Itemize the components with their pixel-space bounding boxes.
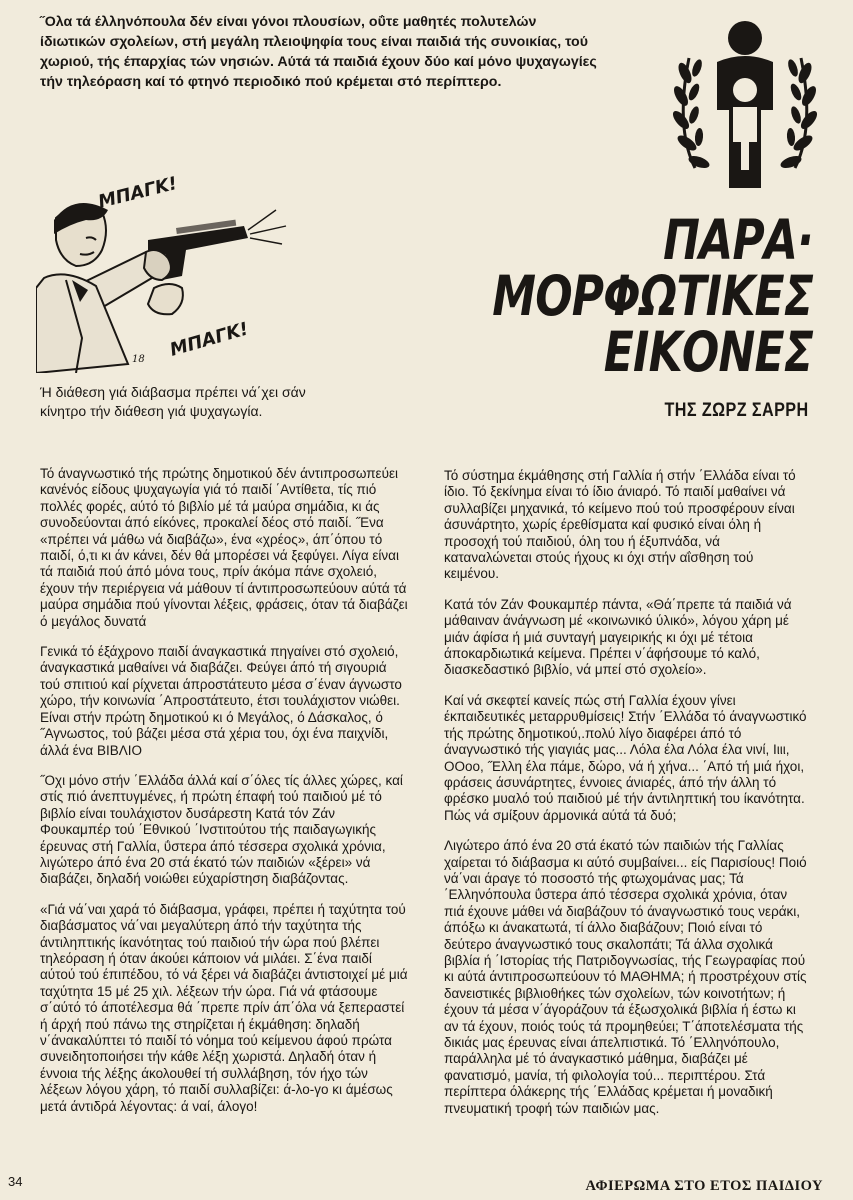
intro-paragraph: ˝Ολα τά έλληνόπουλα δέν είναι γόνοι πλουσίων, οΰτε μαθητές πολυτελών ίδιωτικών σχολείων, στή μεγάλη πλειοψηφία τους είναι παιδιά τής συνοικίας, τού χωριού, τής έπαρχίας τών νησιών. Αύτά τά παιδιά έχουν δύο καί μόνο ψυχαγωγίες τήν τηλεόραση καί τό φτηνό περιοδικό πού κρέμεται στό περίπτερο. bbox=[40, 14, 597, 90]
left-column bbox=[40, 466, 408, 1129]
comic-man-firing-pistol bbox=[36, 168, 306, 373]
title-line-1: ΠΑΡΑ· bbox=[663, 208, 813, 272]
body-paragraph: «Γιά νά΄ναι χαρά τό διάβασμα, γράφει, πρέπει ή ταχύτητα τού διαβάσματος νά΄ναι μεγαλύτερη άπό τήν ταχύτητα τής άντιληπτικής ίκανότητας τού παιδιού τήν ώρα πού βλέπει τηλεόραση ή όταν άκούει κάποιον νά μιλάει. Σ΄ένα παιδί αύτού τού έπιπέδου, τό νά ξέρει νά διαβάζει άντιστοιχεί μέ μιά ταχύτητα 15 μέ 25 χιλ. λέξεων τήν ώρα. Γιά νά φτάσουμε σ΄αύτό τό άποτέλεσμα θά ΄πρεπε πρίν άπ΄όλα νά ξεπεραστεί ή άρχή πού πάνω της στηρίζεται ή έκμάθηση: δηλαδή ν΄άνακαλύπτει τό παιδί τό νόημα τού κείμενου άφού πρώτα συνειδητοποιήσει τήν κάθε λέξη χωριστά. Δηλαδή όταν ή έννοια τής λέξης άκολουθεί τή συλλάβηση, τόν ήχο τών λέξεων λόγου χάρη, τό παιδί συλλαβίζει: ά-λο-γο κι άμέσως μετά άντιδρά λέγοντας: ά ναί, άλογο! bbox=[40, 901, 408, 1114]
title-line-3: ΕΙΚΟΝΕΣ bbox=[603, 320, 813, 384]
body-paragraph: Καί νά σκεφτεί κανείς πώς στή Γαλλία έχουν γίνει έκπαιδευτικές μεταρρυθμίσεις! Στήν ΄Ελλάδα τό άναγνωστικό τής πρώτης δημοτικού,.πολύ λίγο διαφέρει άπό τό άναγνωστικό τής γιαγιάς μας... Λόλα έλα Λόλα έλα νινί, Ιιιι, ΟΟοο, ˝Ελλη έλα πάμε, δώρο, νά ή χήνα... ΄Από τή μιά ήχοι, φράσεις άσυνάρτητες, έννοιες άνιαρές, άπό τήν άλλη τό φρέσκο μυαλό τού παιδιού μέ τήν άντιληπτική του ίκανότητα. Πώς νά σμίξουν άρμονικά αύτά τά δυό; bbox=[444, 692, 807, 823]
body-paragraph: Κατά τόν Ζάν Φουκαμπέρ πάντα, «Θά΄πρεπε τά παιδιά νά μάθαιναν άνάγνωση μέ «κοινωνικό ύλικό», λόγου χάρη μέ μιάν άφίσα ή μιά συνταγή μαγειρικής κι όχι μέ τέτοια άποκαρδιωτικά κείμενα. Πρέπει ν΄άφήσουμε τό καλό, διασκεδαστικό βιβλίο, νά μπεί στό σχολείο». bbox=[444, 596, 792, 678]
title-line-2: ΜΟΡΦΩΤΙΚΕΣ bbox=[492, 264, 813, 328]
body-paragraph: Λιγώτερο άπό ένα 20 στά έκατό τών παιδιών τής Γαλλίας χαίρεται τό διάβασμα κι αύτό συμβαίνει... είς Παρισίους! Ποιό νά΄ναι άραγε τό ποσοστό τής φτωχομάνας μας; Τά ΄Ελληνόπουλα ΰστερα άπό τέσσερα σχολικά χρόνια, όταν πιά έχουνε μάθει νά διαβάζουν τό άναγνωστικό τους νεράκι, άπόξω κι άνακατωτά, τί άλλο διαβάζουν; Ποιό είναι τό δεύτερο άναγνωστικό τους σκαλοπάτι; Τά άλλα σχολικά βιβλία ή ΄Ιστορίας τής Πατριδογνωσίας, τής Γεωγραφίας πού κι αύτά άντιπροσωπεύουν τό ΜΑΘΗΜΑ; ή προστρέχουν στίς δανειστικές βιβλιοθήκες τών σχολείων, τών κοινοτήτων; ή έχουν τά μέσα ν΄άγοράζουν τά έξωσχολικά βιβλία ή έστω κι αν τά έχουν, ποιός τούς τά προμηθεύει; Τ΄άποτελέσματα τής δικιάς μας έρευνας είναι άπελπιστικά. Τό ΄Ελληνόπουλο, παράλληλα μέ τό άναγκαστικό μάθημα, διαβάζει μέ φανατισμό, μανία, τή φιλολογία τού... περιπτέρου. Στά περίπτερα όλάκερης τής ΄Ελλάδας κρέμεται ή μοναδική πνευματική τροφή τών παιδιών μας. bbox=[444, 838, 807, 1116]
body-paragraph: Τό σύστημα έκμάθησης στή Γαλλία ή στήν ΄Ελλάδα είναι τό ίδιο. Τό ξεκίνημα είναι τό ίδιο άνιαρό. Τό παιδί μαθαίνει νά συλλαβίζει μηχανικά, τό κείμενο πού τού προσφέρουν είναι άσυνάρτητο, χωρίς έρεθίσματα καί φυσικό είναι όλη ή προσοχή τού παιδιού, όλη του ή έξυπνάδα, νά καταναλώνεται στούς ήχους κι όχι στήν αΐσθηση τού κειμένου. bbox=[444, 468, 796, 582]
artist-signature: 18 bbox=[132, 354, 145, 365]
child-emblem-with-laurel-icon bbox=[655, 10, 835, 195]
right-column bbox=[444, 468, 810, 1131]
author-byline: ΤΗΣ ΖΩΡΖ ΣΑΡΡΗ bbox=[664, 400, 809, 421]
body-paragraph: Γενικά τό έξάχρονο παιδί άναγκαστικά πηγαίνει στό σχολειό, άναγκαστικά μαθαίνει νά διαβάζει. Φεύγει άπό τή σιγουριά τού σπιτιού καί ρίχνεται άπροστάτευτο μέσα σ΄έναν άγνωστο χώρο, τήν κοινωνία ΄Απροστάτευτο, έτσι τουλάχιστον νιώθει. Είναι στήν πρώτη δημοτικού κι ό Μεγάλος, ό Δάσκαλος, ό ˝Αγνωστος, τού βάζει μέσα στά χέρια του, όχι ένα παιχνίδι, άλλά ένα ΒΙΒΛΙΟ bbox=[40, 644, 402, 758]
article-title bbox=[412, 208, 813, 384]
body-paragraph: ˝Οχι μόνο στήν ΄Ελλάδα άλλά καί σ΄όλες τίς άλλες χώρες, καί στίς πιό άνεπτυγμένες, ή πρώτη έπαφή τού παιδιού μέ τό βιβλίο είναι τουλάχιστον δυσάρεστη Κατά τόν Ζάν Φουκαμπέρ τού ΄Εθνικού ΄Ινστιτούτου τής παιδαγωγικής έρευνας στή Γαλλία, ΰστερα άπό τέσσερα σχολικά χρόνια, λιγώτερο άπό ένα 20 στά έκατό τών παιδιών «ξέρει» νά διαβάζει, δηλαδή νοιώθει εύχαρίστηση διαβάζοντας. bbox=[40, 772, 403, 887]
body-paragraph: Τό άναγνωστικό τής πρώτης δημοτικού δέν άντιπροσωπεύει κανένός είδους ψυχαγωγία γιά τό παιδί ΄Αντίθετα, τίς πιό πολλές φορές, αύτό τό βιβλίο μέ τά μαύρα σημάδια, κι άς συνοδεύονται άπό είκόνες, προκαλεί δέος στό παιδί. ˝Ενα «πρέπει νά μάθω νά διαβάζω», ένα «χρέος», άπ΄όπου τό παιδί, ό,τι κι άν κάνει, δέν θά μπορέσει νά ξεφύγει. Λίγα είναι τά παιδιά πού άπό μόνα τους, πρίν άκόμα πάνε σχολειό, έχουν τήν περιέργεια νά μάθουν τί άντιπροσωπεύουν αύτά τά μαύρα σημάδια πού γίνονται λέξεις, φράσεις, όταν τά διαβάζει ό μεγάλος δυνατά bbox=[40, 466, 408, 629]
bang-bottom-text: ΜΠΑΓΚ! bbox=[167, 318, 251, 361]
bang-top-text: ΜΠΑΓΚ! bbox=[96, 172, 180, 213]
page-number: 34 bbox=[8, 1174, 23, 1189]
running-footer: ΑΦΙΕΡΩΜΑ ΣΤΟ ΕΤΟΣ ΠΑΙΔΙΟΥ bbox=[585, 1178, 823, 1194]
illustration-caption: Ή διάθεση γιά διάβασμα πρέπει νά΄χει σάν κίνητρο τήν διάθεση γιά ψυχαγωγία. bbox=[40, 384, 306, 419]
